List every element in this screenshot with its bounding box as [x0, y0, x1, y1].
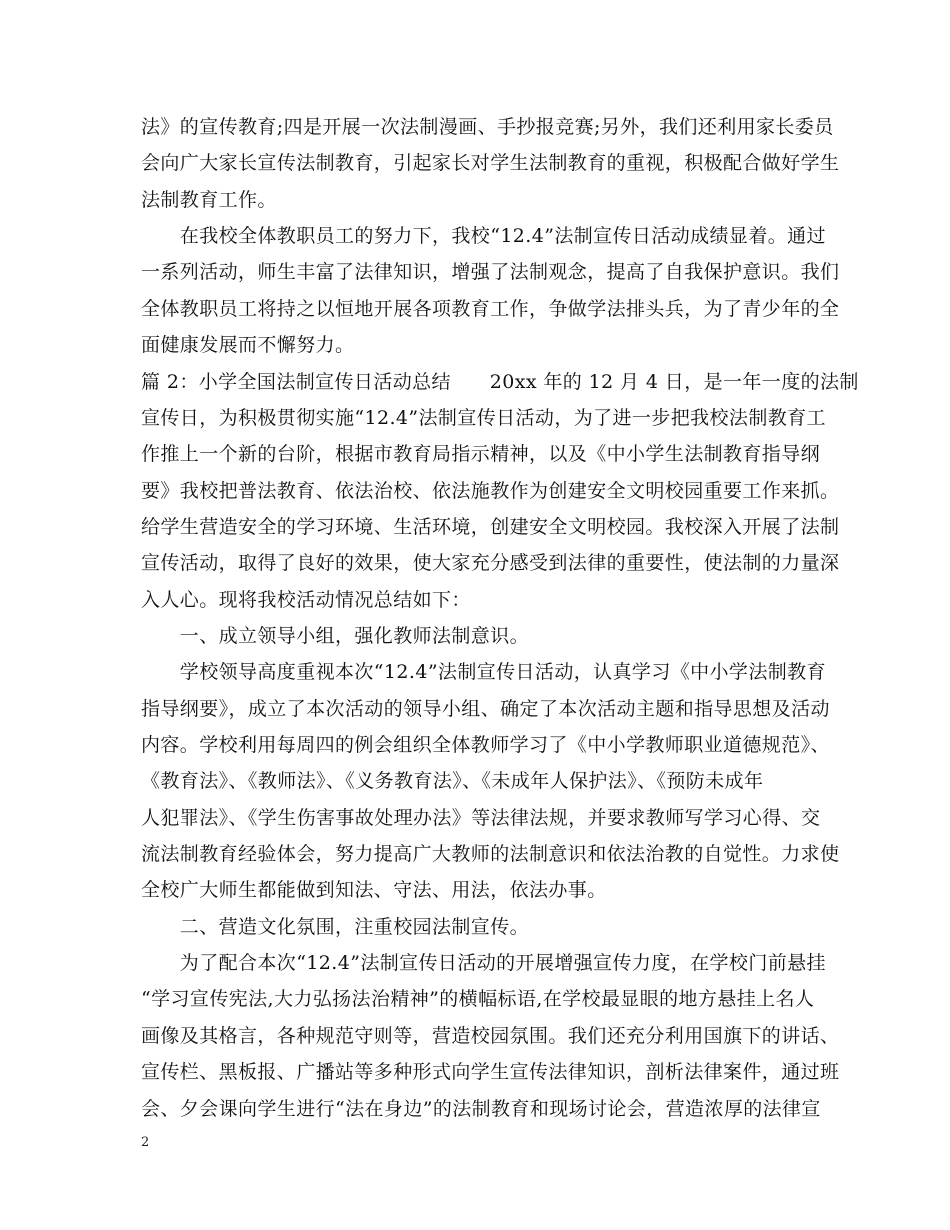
text-line: 宣传日，为积极贯彻实施“12.4”法制宣传日活动，为了进一步把我校法制教育工: [141, 406, 826, 429]
text-line: 篇 2：小学全国法制宣传日活动总结 20xx 年的 12 月 4 日，是一年一度的法制: [141, 370, 859, 393]
text-line: 一系列活动，师生丰富了法律知识，增强了法制观念，提高了自我保护意识。我们: [141, 261, 840, 284]
text-line: 给学生营造安全的学习环境、生活环境，创建安全文明校园。我校深入开展了法制: [141, 515, 840, 538]
text-line: 作推上一个新的台阶，根据市教育局指示精神，以及《中小学生法制教育指导纲: [141, 443, 821, 466]
text-line: 《教育法》、《教师法》、《义务教育法》、《未成年人保护法》、《预防未成年: [141, 770, 764, 793]
text-line: 面健康发展而不懈努力。: [141, 334, 355, 357]
text-line: 法》的宣传教育;四是开展一次法制漫画、手抄报竞赛;另外，我们还利用家长委员: [141, 116, 834, 138]
text-line: 要》我校把普法教育、依法治校、依法施教作为创建安全文明校园重要工作来抓。: [141, 479, 840, 502]
text-line: 为了配合本次“12.4”法制宣传日活动的开展增强宣传力度，在学校门前悬挂: [141, 952, 826, 975]
text-line: 流法制教育经验体会，努力提高广大教师的法制意识和依法治教的自觉性。力求使: [141, 843, 840, 865]
text-line: 在我校全体教职员工的努力下，我校“12.4”法制宣传日活动成绩显着。通过: [141, 225, 826, 248]
text-line: 全校广大师生都能做到知法、守法、用法，依法办事。: [141, 879, 607, 902]
text-line: 一、成立领导小组，强化教师法制意识。: [141, 624, 530, 647]
text-line: 会向广大家长宣传法制教育，引起家长对学生法制教育的重视，积极配合做好学生: [141, 152, 840, 175]
text-line: 宣传活动，取得了良好的效果，使大家充分感受到法律的重要性，使法制的力量深: [141, 552, 840, 575]
text-line: 学校领导高度重视本次“12.4”法制宣传日活动，认真学习《中小学法制教育: [141, 661, 826, 684]
text-line: 人犯罪法》、《学生伤害事故处理办法》等法律法规，并要求教师写学习心得、交: [141, 806, 821, 829]
text-line: 内容。学校利用每周四的例会组织全体教师学习了《中小学教师职业道德规范》、: [141, 734, 830, 756]
text-line: 二、营造文化氛围，注重校园法制宣传。: [141, 915, 530, 938]
text-line: 入人心。现将我校活动情况总结如下：: [141, 588, 471, 611]
text-line: 指导纲要》，成立了本次活动的领导小组、确定了本次活动主题和指导思想及活动: [141, 697, 830, 720]
text-line: 全体教职员工将持之以恒地开展各项教育工作，争做学法排头兵，为了青少年的全: [141, 297, 840, 320]
text-line: 会、夕会课向学生进行“法在身边”的法制教育和现场讨论会，营造浓厚的法律宣: [141, 1097, 821, 1120]
page-number: 2: [141, 1135, 150, 1150]
text-line: 法制教育工作。: [141, 188, 277, 211]
text-line: 画像及其格言，各种规范守则等，营造校园氛围。我们还充分利用国旗下的讲话、: [141, 1024, 840, 1047]
text-line: “学习宣传宪法,大力弘扬法治精神”的横幅标语,在学校最显眼的地方悬挂上名人: [141, 988, 815, 1011]
text-line: 宣传栏、黑板报、广播站等多种形式向学生宣传法律知识，剖析法律案件，通过班: [141, 1061, 840, 1084]
